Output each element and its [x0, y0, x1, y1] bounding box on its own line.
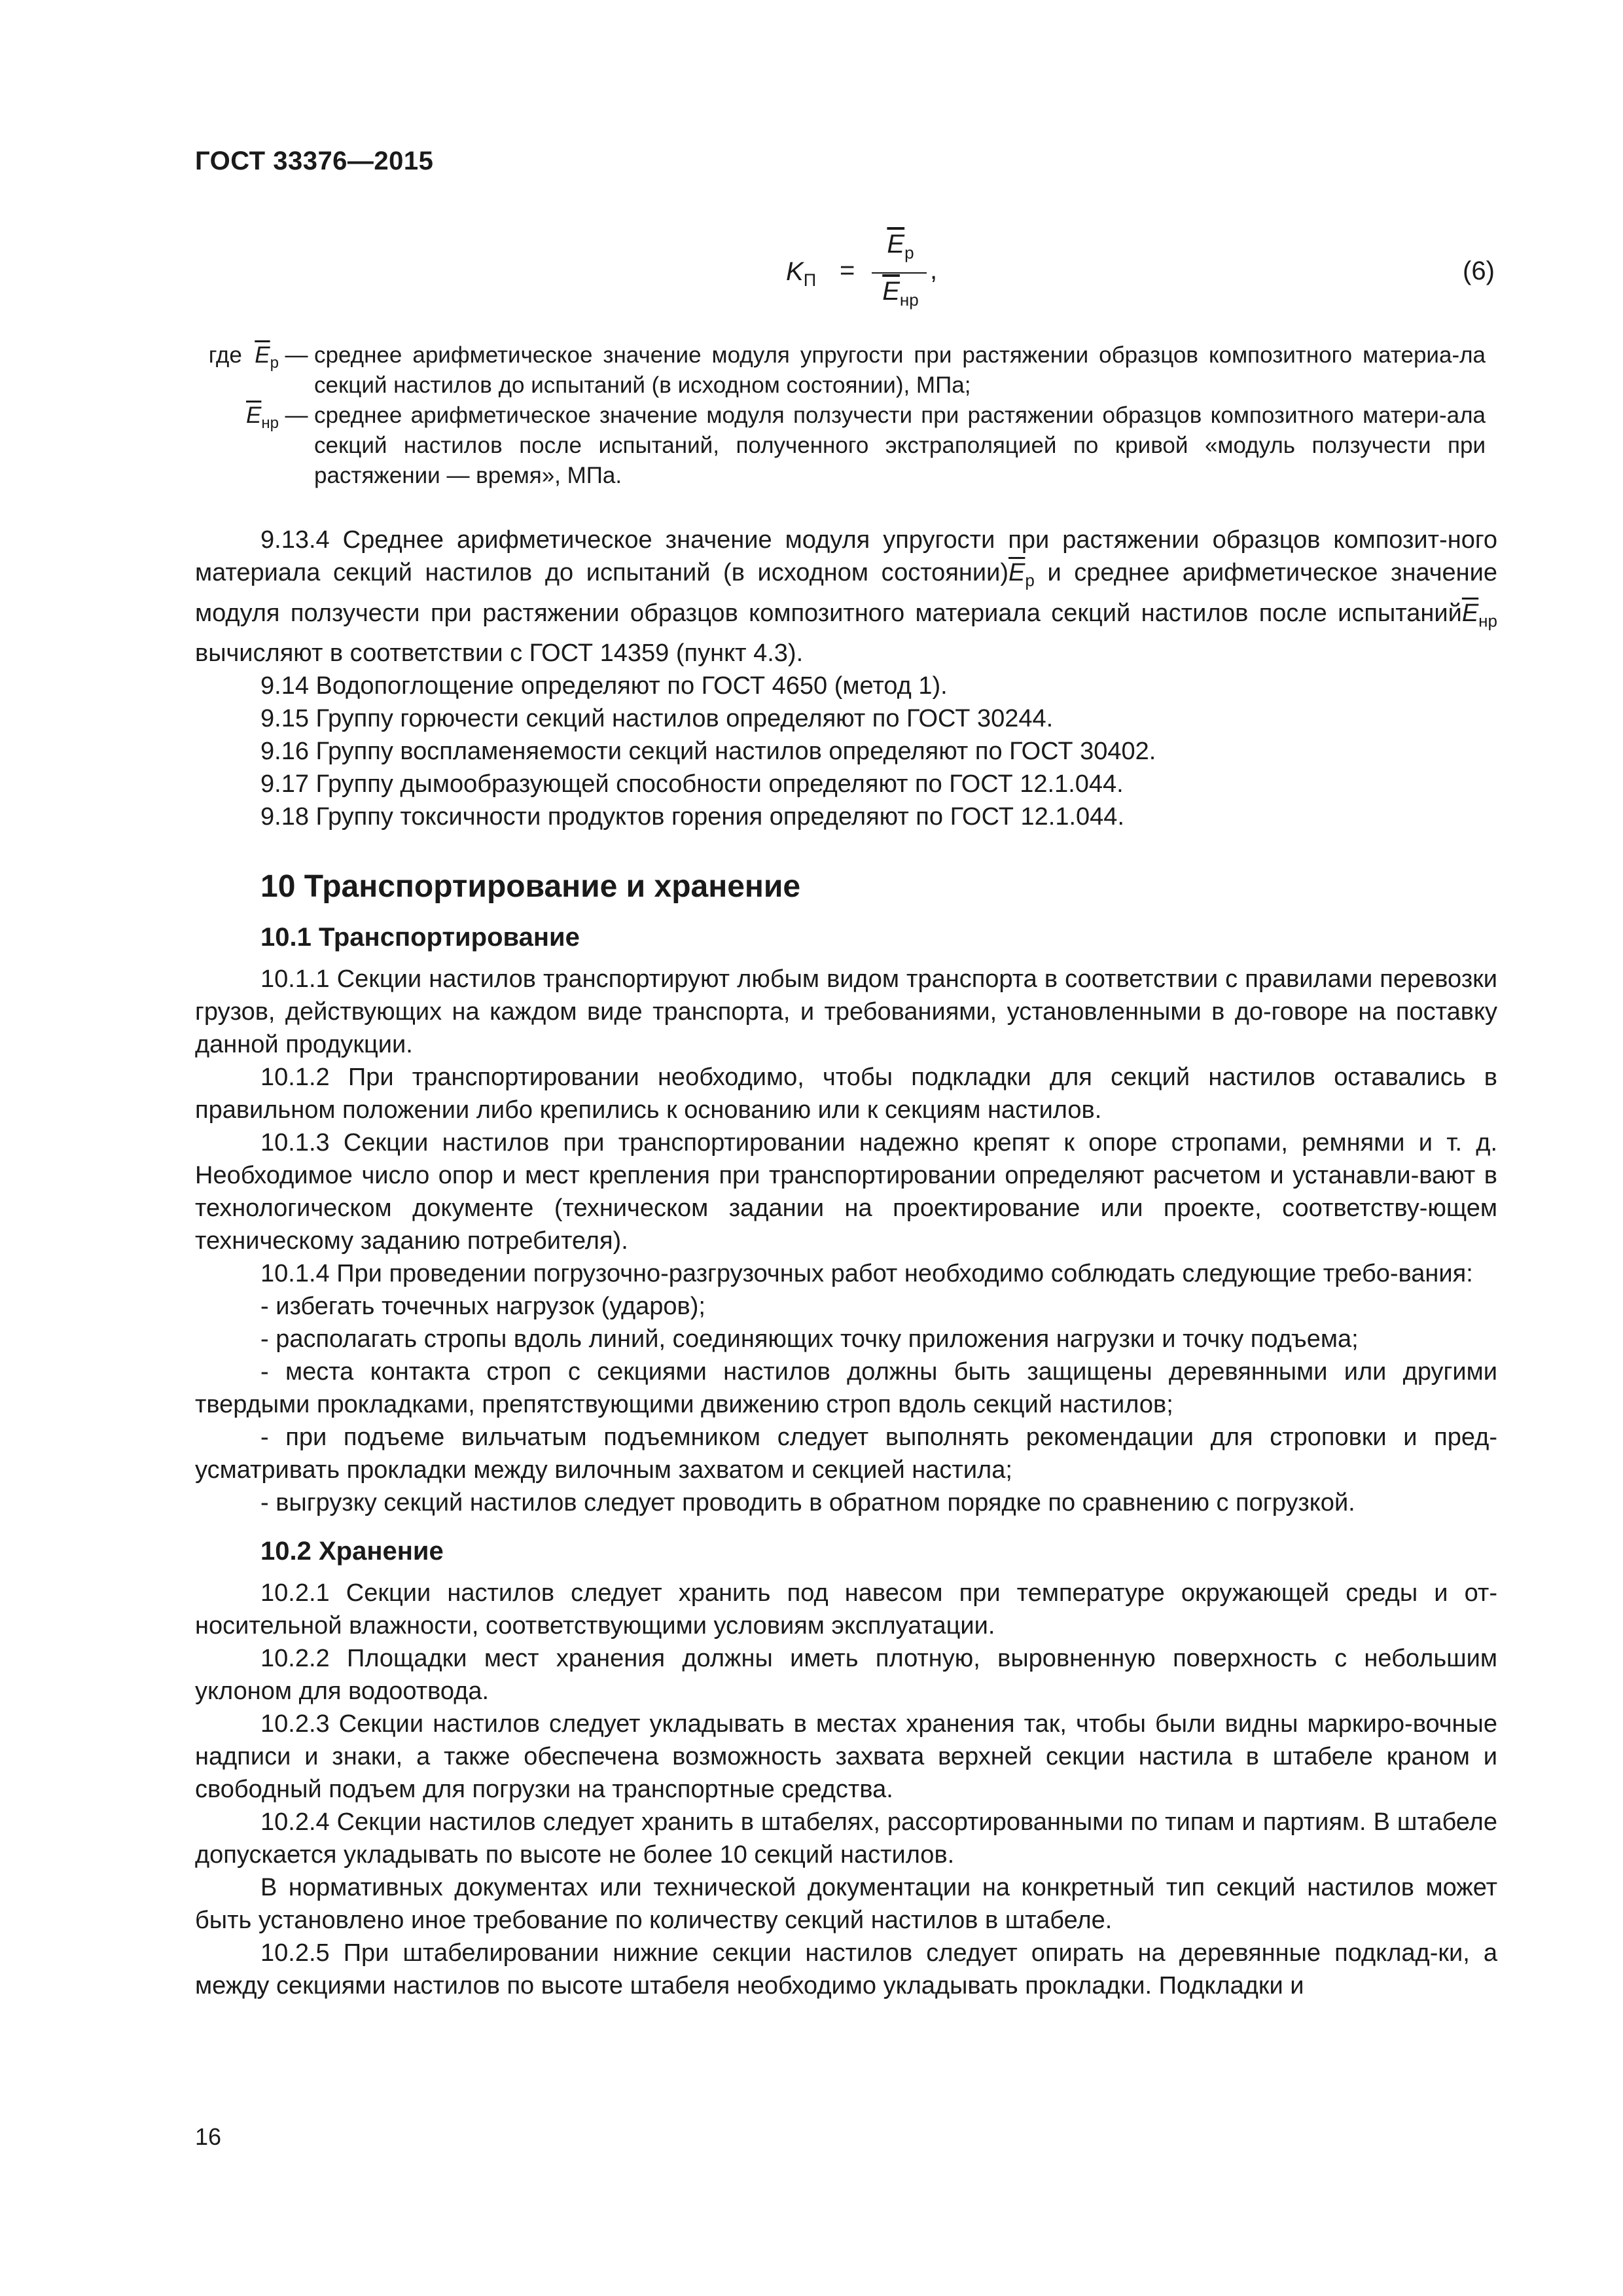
equation-number: (6)	[1463, 257, 1495, 285]
page-number: 16	[195, 2123, 222, 2150]
paragraph-normative: В нормативных документах или технической документации на конкретный тип секций настилов может быть установлено иное требование по количеству секций настилов в штабеле.	[195, 1874, 1497, 1935]
paragraph-10-2-1: 10.2.1 Секции настилов следует хранить под навесом при температуре окружающей среды и от-носительной влажности, соответствующими условиям эксплуатации.	[195, 1579, 1497, 1640]
paragraph-10-1-2: 10.1.2 При транспортировании необходимо, чтобы подкладки для секций настилов оставались в правильном положении либо крепились к основанию или к секциям настилов.	[195, 1064, 1497, 1124]
section-heading: 10 Транспортирование и хранение	[260, 869, 801, 905]
paragraph-10-1-4: 10.1.4 При проведении погрузочно-разгрузочных работ необходимо соблюдать следующие требо-вания:	[260, 1260, 1473, 1288]
paragraph-10-2-5: 10.2.5 При штабелировании нижние секции настилов следует опирать на деревянные подклад-ки, а между секциями настилов по высоте штабеля необходимо укладывать прокладки. Подкладки и	[195, 1939, 1497, 2000]
list-item: - избегать точечных нагрузок (ударов);	[260, 1293, 705, 1321]
list-item: - места контакта строп с секциями настилов должны быть защищены деревянными или другими твердыми прокладками, препятствующими движению строп вдоль секций настилов;	[195, 1358, 1497, 1419]
definition-text: среднее арифметическое значение модуля ползучести при растяжении образцов композитного матери-ала секций настилов после испытаний, полученного экстраполяцией по кривой «модуль ползучести при растяжении — время», МПа.	[314, 403, 1486, 488]
definition-label: где $\overline{E}_р$	[208, 342, 279, 372]
paragraph-9-14: 9.14 Водопоглощение определяют по ГОСТ 4650 (метод 1).	[260, 672, 948, 700]
formula-denominator: $\overline{E}_{нр}$	[882, 277, 919, 310]
paragraph-9-16: 9.16 Группу воспламеняемости секций настилов определяют по ГОСТ 30402.	[260, 738, 1156, 766]
paragraph-9-13-4: 9.13.4 Среднее арифметическое значение модуля упругости при растяжении образцов композит-ного материала секций настилов до испытаний (в исходном $состоянии)\overline{E}_р$ и среднее арифметическое значение модуля ползучести при растяжении образцов композитного материала секций настилов после $испытаний\overline{E}_{нр}$ вычисляют в соответствии с ГОСТ 14359 (пункт 4.3).	[195, 526, 1498, 668]
subsection-heading: 10.2 Хранение	[260, 1537, 444, 1566]
paragraph-10-2-4: 10.2.4 Секции настилов следует хранить в штабелях, рассортированными по типам и партиям. В штабеле допускается укладывать по высоте не более 10 секций настилов.	[195, 1808, 1497, 1869]
definition-row	[195, 401, 1504, 491]
list-item: - при подъеме вильчатым подъемником следует выполнять рекомендации для строповки и пред-усматривать прокладки между вилочным захватом и секцией настила;	[195, 1424, 1497, 1484]
fraction-bar	[872, 272, 927, 274]
subsection-heading: 10.1 Транспортирование	[260, 923, 580, 952]
formula-numerator: $\overline{E}_р$	[887, 230, 914, 262]
formula-6	[782, 226, 952, 324]
list-item: - располагать стропы вдоль линий, соединяющих точку приложения нагрузки и точку подъема;	[260, 1325, 1359, 1354]
paragraph-10-1-1: 10.1.1 Секции настилов транспортируют любым видом транспорта в соответствии с правилами перевозки грузов, действующих на каждом виде транспорта, и требованиями, установленными в до-говоре на поставку данной продукции.	[195, 965, 1497, 1059]
definition-dash: —	[285, 403, 308, 428]
formula-equals: =	[840, 256, 855, 285]
formula-comma: ,	[930, 256, 938, 285]
variable-definitions	[195, 340, 1504, 491]
paragraph-10-2-2: 10.2.2 Площадки мест хранения должны иметь плотную, выровненную поверхность с небольшим уклоном для водоотвода.	[195, 1645, 1497, 1706]
definition-text: среднее арифметическое значение модуля упругости при растяжении образцов композитного материа-ла секций настилов до испытаний (в исходном состоянии), МПа;	[314, 342, 1486, 398]
definition-label: $\overline{E}_{нр}$	[246, 403, 279, 432]
formula-lhs: $K_П$	[786, 257, 817, 290]
paragraph-9-18: 9.18 Группу токсичности продуктов горения определяют по ГОСТ 12.1.044.	[260, 803, 1124, 831]
definition-row	[195, 340, 1504, 401]
paragraph-9-17: 9.17 Группу дымообразующей способности определяют по ГОСТ 12.1.044.	[260, 770, 1124, 798]
paragraph-10-1-3: 10.1.3 Секции настилов при транспортировании надежно крепят к опоре стропами, ремнями и т. д. Необходимое число опор и мест крепления при транспортировании определяют расчетом и устанавли-вают в технологическом документе (техническом задании на проектирование или проекте, соответству-ющем техническому заданию потребителя).	[195, 1129, 1497, 1255]
standard-header: ГОСТ 33376—2015	[195, 147, 434, 175]
definition-dash: —	[285, 342, 308, 368]
list-item: - выгрузку секций настилов следует проводить в обратном порядке по сравнению с погрузкой.	[260, 1489, 1355, 1517]
document-body	[195, 524, 1497, 2002]
paragraph-9-15: 9.15 Группу горючести секций настилов определяют по ГОСТ 30244.	[260, 705, 1054, 733]
paragraph-10-2-3: 10.2.3 Секции настилов следует укладывать в местах хранения так, чтобы были видны маркиро-вочные надписи и знаки, а также обеспечена возможность захвата верхней секции настила в штабеле краном и свободный подъем для погрузки на транспортные средства.	[195, 1710, 1497, 1804]
